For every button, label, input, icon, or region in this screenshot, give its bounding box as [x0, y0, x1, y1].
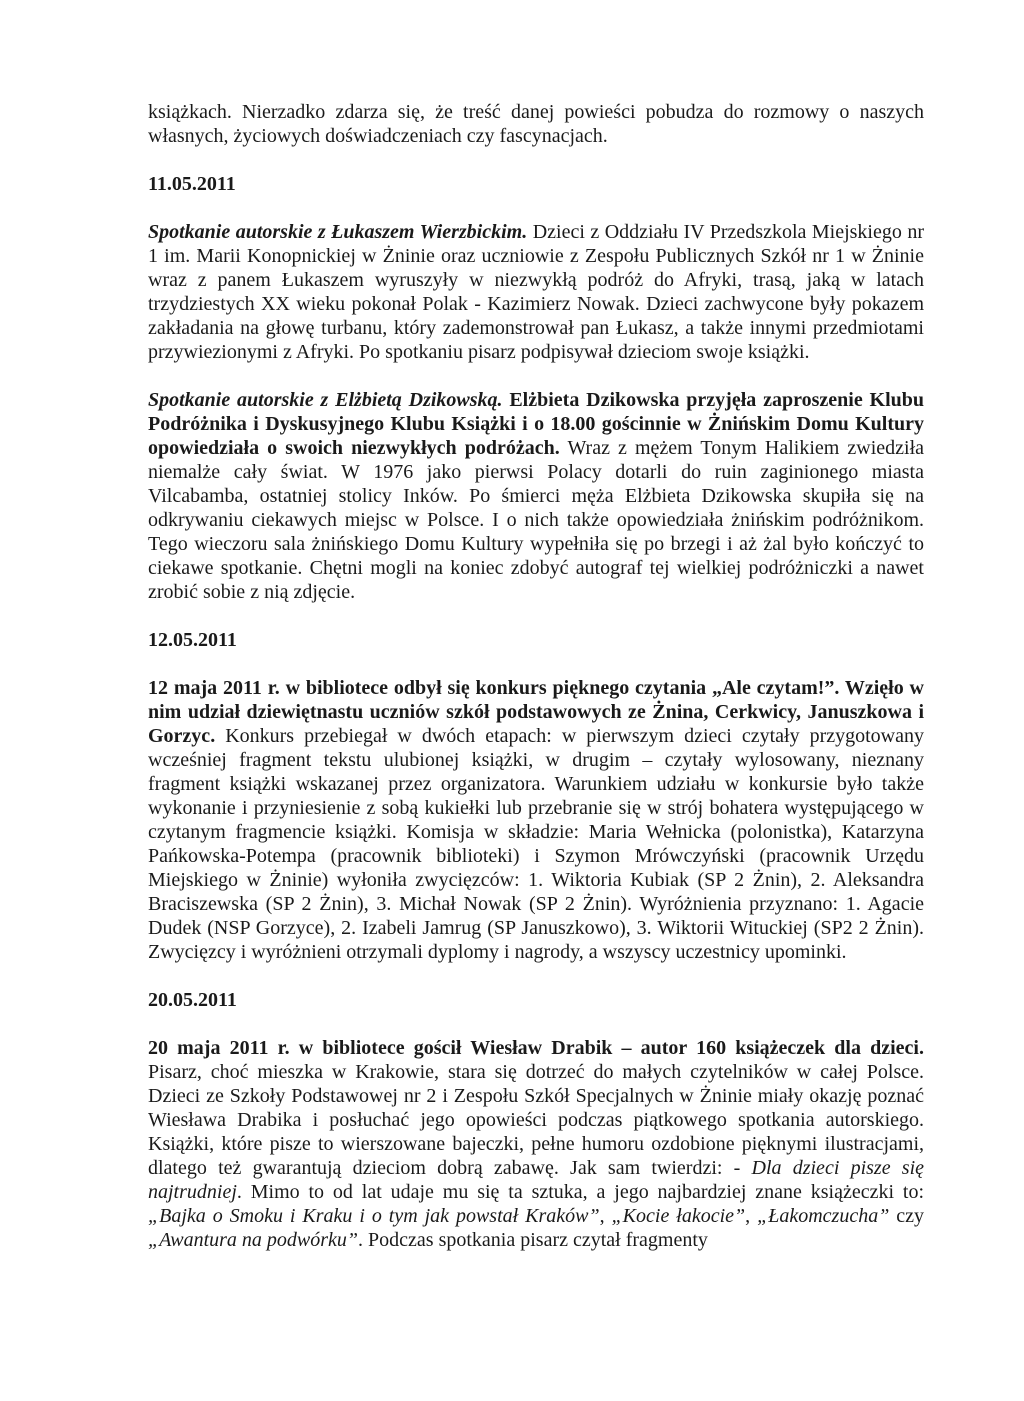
separator: ,	[745, 1205, 758, 1227]
book-title: „Łakomczucha”	[757, 1205, 890, 1227]
date-heading: 12.05.2011	[148, 629, 237, 651]
drabik-body: . Mimo to od lat udaje mu się ta sztuka, a jego najbardziej znane książeczki to:	[236, 1181, 924, 1203]
spacer	[148, 964, 924, 988]
contest-lead: 12 maja 2011 r. w bibliotece odbył się konkurs pięknego czytania „Ale czytam!”. Wzięło w nim udział dziewiętnastu uczniów szkół podstawowych ze Żnina, Cerkwicy, Januszkowa i Gorzyc.	[148, 677, 924, 747]
spacer	[148, 148, 924, 172]
spacer	[148, 652, 924, 676]
spacer	[148, 364, 924, 388]
drabik-body: . Podczas spotkania pisarz czytał fragmenty	[358, 1229, 708, 1251]
separator: ,	[599, 1205, 612, 1227]
spacer	[148, 604, 924, 628]
document-page	[148, 100, 924, 1252]
event-title: Spotkanie autorskie z Łukaszem Wierzbickim.	[148, 221, 528, 243]
spacer	[148, 1012, 924, 1036]
drabik-lead: 20 maja 2011 r. w bibliotece gościł Wiesław Drabik – autor 160 książeczek dla dzieci.	[148, 1037, 924, 1059]
event-paragraph-dzikowska	[148, 388, 924, 604]
separator: czy	[889, 1205, 925, 1227]
event-body: Wraz z mężem Tonym Halikiem zwiedziła niemalże cały świat. W 1976 jako pierwsi Polacy dotarli do ruin zaginionego miasta Vilcabamba, ostatniej stolicy Inków. Po śmierci męża Elżbieta Dzikowska skupiła się na odkrywaniu ciekawych miejsc w Polsce. I o nich także opowiedziała żnińskim podróżnikom. Tego wieczoru sala żnińskiego Domu Kultury wypełniła się po brzegi i aż żal było kończyć to ciekawe spotkanie. Chętni mogli na koniec zdobyć autograf tej wielkiej podróżniczki a nawet zrobić sobie z nią zdjęcie.	[148, 437, 925, 603]
date-heading: 11.05.2011	[148, 173, 236, 195]
event-title: Spotkanie autorskie z Elżbietą Dzikowską.	[148, 389, 503, 411]
event-body: Dzieci z Oddziału IV Przedszkola Miejskiego nr 1 im. Marii Konopnickiej w Żninie oraz uczniowie z Zespołu Publicznych Szkół nr 1 w Żninie wraz z panem Łukaszem wyruszyły w niezwykłą podróż do Afryki, trasą, jaką w latach trzydziestych XX wieku pokonał Polak - Kazimierz Nowak. Dzieci zachwycone były pokazem zakładania na głowę turbanu, który zademonstrował pan Łukasz, a także innymi przedmiotami przywiezionymi z Afryki. Po spotkaniu pisarz podpisywał dzieciom swoje książki.	[148, 221, 924, 363]
spacer	[148, 196, 924, 220]
contest-paragraph	[148, 676, 924, 964]
date-heading: 20.05.2011	[148, 989, 237, 1011]
drabik-quote: Dla dzieci pisze się najtrudniej	[148, 1157, 925, 1203]
event-lead: Elżbieta Dzikowska przyjęła zaproszenie Klubu Podróżnika i Dyskusyjnego Klubu Książki i o 18.00 gościnnie w Żnińskim Domu Kultury opowiedziała o swoich niezwykłych podróżach.	[148, 389, 924, 459]
book-title: „Kocie łakocie”	[611, 1205, 746, 1227]
contest-body: Konkurs przebiegał w dwóch etapach: w pierwszym dzieci czytały przygotowany wcześniej fragment tekstu ulubionej książki, w drugim – czytały wylosowany, nieznany fragment książki wskazanej przez organizatora. Warunkiem udziału w konkursie było także wykonanie i przyniesienie z sobą kukiełki lub przebranie się w strój bohatera występującego w czytanym fragmencie książki. Komisja w składzie: Maria Wełnicka (polonistka), Katarzyna Pańkowska-Potempa (pracownik biblioteki) i Szymon Mrówczyński (pracownik Urzędu Miejskiego w Żninie) wyłoniła zwycięzców: 1. Wiktoria Kubiak (SP 2 Żnin), 2. Aleksandra Braciszewska (SP 2 Żnin), 3. Michał Nowak (SP 2 Żnin). Wyróżnienia przyznano: 1. Agacie Dudek (NSP Gorzyce), 2. Izabeli Jamrug (SP Januszkowo), 3. Wiktorii Wituckiej (SP2 2 Żnin). Zwycięzcy i wyróżnieni otrzymali dyplomy i nagrody, a wszyscy uczestnicy upominki.	[148, 725, 924, 963]
intro-paragraph: książkach. Nierzadko zdarza się, że treść danej powieści pobudza do rozmowy o naszych własnych, życiowych doświadczeniach czy fascynacjach.	[148, 101, 924, 147]
drabik-paragraph	[148, 1036, 924, 1252]
drabik-body: Pisarz, choć mieszka w Krakowie, stara się dotrzeć do małych czytelników w całej Polsce. Dzieci ze Szkoły Podstawowej nr 2 i Zespołu Szkół Specjalnych w Żninie miały okazję poznać Wiesława Drabika i posłuchać jego opowieści podczas piątkowego spotkania autorskiego. Książki, które pisze to wierszowane bajeczki, pełne humoru ozdobione pięknymi ilustracjami, dlatego też gwarantują dzieciom dobrą zabawę. Jak sam twierdzi: -	[148, 1061, 924, 1179]
book-title: „Awantura na podwórku”	[148, 1229, 359, 1251]
event-paragraph-wierzbicki	[148, 220, 924, 364]
book-title: „Bajka o Smoku i Kraku i o tym jak powstał Kraków”	[148, 1205, 600, 1227]
